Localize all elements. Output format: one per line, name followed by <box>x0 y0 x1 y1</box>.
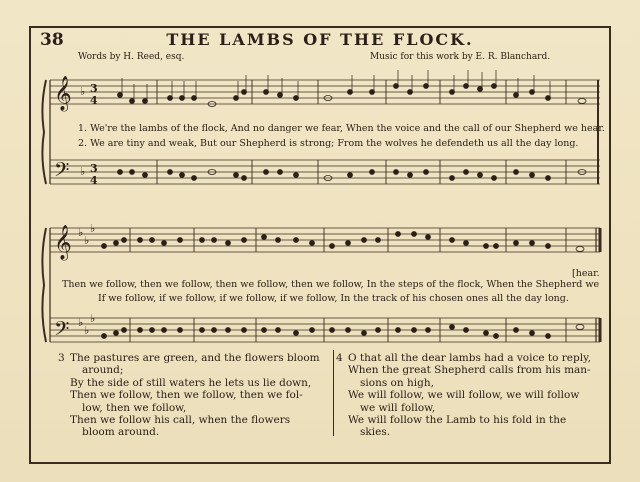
verse-divider <box>333 350 334 436</box>
verse-line: The pastures are green, and the flowers bloom <box>70 352 320 364</box>
verse-line: sions on high, <box>360 376 434 389</box>
svg-text:♭: ♭ <box>78 226 84 239</box>
svg-text:♭: ♭ <box>78 316 84 329</box>
verse-4 <box>336 352 591 439</box>
system1-lyric-verse1: 1. We're the lambs of the flock, And no danger we fear, When the voice and the call of our Shepherd we hear. <box>78 123 605 134</box>
verse-line: Then we follow his call, when the flowers <box>70 414 291 427</box>
bass-clef-icon: 𝄢 <box>54 158 70 186</box>
verse-line: O that all the dear lambs had a voice to reply, <box>348 352 591 364</box>
composer-credit: Music for this work by E. R. Blanchard. <box>370 52 551 62</box>
verse-4-number: 4 <box>336 352 343 364</box>
hymn-title: THE LAMBS OF THE FLOCK. <box>166 30 474 49</box>
svg-text:♭: ♭ <box>80 165 86 178</box>
svg-text:♭: ♭ <box>90 222 96 235</box>
verse-line: By the side of still waters he lets us lie down, <box>70 376 312 389</box>
svg-text:𝄢: 𝄢 <box>54 317 70 345</box>
svg-text:♭: ♭ <box>84 234 90 247</box>
lyricist-credit: Words by H. Reed, esq. <box>78 52 185 62</box>
verse-line: we will follow, <box>360 401 436 414</box>
system2-lyric-verse1: Then we follow, then we follow, then we follow, then we follow, In the steps of the flock, When the Shepherd we <box>62 279 600 290</box>
verse-line: We will follow the Lamb to his fold in the <box>348 414 567 427</box>
verse-line: Then we follow, then we follow, then we fol- <box>70 389 303 402</box>
verse-3-number: 3 <box>58 352 65 364</box>
verse-line: We will follow, we will follow, we will follow <box>348 389 580 402</box>
svg-text:𝄞: 𝄞 <box>54 225 72 260</box>
treble-clef-icon: 𝄞 <box>54 76 72 111</box>
verse-3 <box>58 352 320 439</box>
svg-text:♭: ♭ <box>80 85 86 98</box>
verse-line: When the great Shepherd calls from his man- <box>348 364 591 377</box>
svg-text:♭: ♭ <box>90 312 96 325</box>
svg-text:4: 4 <box>90 174 98 187</box>
svg-text:3: 3 <box>90 162 98 175</box>
svg-text:♭: ♭ <box>84 324 90 337</box>
system1-lyric-verse2: 2. We are tiny and weak, But our Shepherd is strong; From the wolves he defendeth us all the day long. <box>78 138 579 149</box>
page-number: 38 <box>40 30 64 50</box>
verse-line: around; <box>82 364 124 377</box>
system2-lyric-hyphen: [hear. <box>572 268 600 279</box>
svg-text:4: 4 <box>90 94 98 107</box>
verse-line: bloom around. <box>82 426 160 439</box>
system2-lyric-verse2: If we follow, if we follow, if we follow, if we follow, In the track of his chosen ones all the day long. <box>98 293 569 304</box>
svg-text:3: 3 <box>90 82 98 95</box>
verse-line: skies. <box>360 426 391 439</box>
verse-line: low, then we follow, <box>82 401 187 414</box>
staff-treble-2 <box>50 228 600 252</box>
